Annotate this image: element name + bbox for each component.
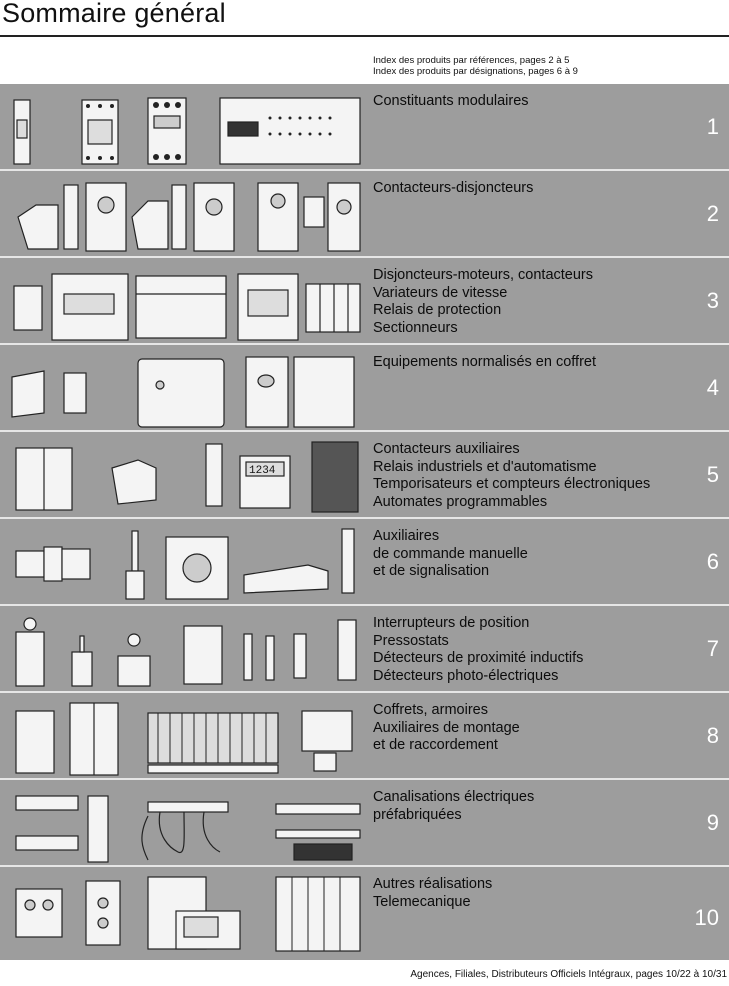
section-3-text xyxy=(373,267,593,337)
enclosure-equipment-illustration xyxy=(8,351,363,429)
contactor-breakers-illustration xyxy=(8,177,363,255)
position-switches-illustration xyxy=(8,612,363,690)
section-6-line-1: Auxiliaires xyxy=(373,528,440,544)
section-3-line-1: Disjoncteurs-moteurs, contacteurs xyxy=(373,267,593,283)
section-7-line-2: Pressostats xyxy=(373,632,449,649)
counter-display: 1234 xyxy=(249,465,276,477)
section-6-line-2: de commande manuelle xyxy=(373,545,528,562)
section-8-line-3: et de raccordement xyxy=(373,737,498,753)
section-2-line: Contacteurs-disjoncteurs xyxy=(373,180,534,196)
index-references xyxy=(373,55,578,77)
section-7-text xyxy=(373,615,583,685)
section-8-line-1: Coffrets, armoires xyxy=(373,702,488,718)
section-9-line-2: préfabriquées xyxy=(373,806,462,823)
section-2-text xyxy=(373,180,533,198)
section-6-text xyxy=(373,528,528,581)
section-row-4[interactable] xyxy=(0,345,729,432)
section-9-text xyxy=(373,789,534,824)
section-row-10[interactable] xyxy=(0,867,729,960)
section-5-line-3: Temporisateurs et compteurs électroniques xyxy=(373,476,651,492)
section-3-line-4: Sectionneurs xyxy=(373,319,458,336)
section-8-number: 8 xyxy=(706,723,719,748)
section-6-number: 6 xyxy=(706,549,719,574)
section-4-number: 4 xyxy=(706,375,719,400)
section-8-text xyxy=(373,702,520,755)
section-2-number: 2 xyxy=(706,201,719,226)
section-1-text xyxy=(373,93,529,111)
section-6-line-3: et de signalisation xyxy=(373,563,490,579)
section-4-text xyxy=(373,354,596,372)
section-row-2[interactable] xyxy=(0,171,729,258)
page-title: Sommaire général xyxy=(2,0,226,28)
section-row-1[interactable] xyxy=(0,84,729,171)
section-5-line-4: Automates programmables xyxy=(373,493,548,510)
section-7-line-3: Détecteurs de proximité inductifs xyxy=(373,650,584,666)
section-row-6[interactable] xyxy=(0,519,729,606)
section-5-line-2: Relais industriels et d'automatisme xyxy=(373,458,597,475)
section-8-line-2: Auxiliaires de montage xyxy=(373,719,520,736)
section-9-number: 9 xyxy=(706,810,719,835)
section-row-9[interactable] xyxy=(0,780,729,867)
index-line-designations[interactable]: Index des produits par désignations, pages 6 à 9 xyxy=(373,66,578,77)
section-3-line-3: Relais de protection xyxy=(373,302,502,318)
other-products-illustration xyxy=(8,873,363,955)
section-3-number: 3 xyxy=(706,288,719,313)
enclosures-cabinets-illustration xyxy=(8,699,363,777)
modular-components-illustration xyxy=(8,90,363,168)
section-5-line-1: Contacteurs auxiliaires xyxy=(373,441,520,457)
section-10-text xyxy=(373,876,492,911)
section-7-number: 7 xyxy=(706,636,719,661)
section-5-number: 5 xyxy=(706,462,719,487)
motor-breakers-illustration xyxy=(8,264,363,342)
section-row-7[interactable] xyxy=(0,606,729,693)
section-9-line-1: Canalisations électriques xyxy=(373,789,535,805)
section-5-text xyxy=(373,441,650,511)
section-row-3[interactable] xyxy=(0,258,729,345)
section-10-number: 10 xyxy=(694,905,719,930)
section-4-line: Equipements normalisés en coffret xyxy=(373,354,596,370)
contents-panel xyxy=(0,84,729,960)
section-10-line-1: Autres réalisations xyxy=(373,876,493,892)
section-1-number: 1 xyxy=(706,114,719,139)
section-1-line: Constituants modulaires xyxy=(373,93,529,109)
section-row-5[interactable] xyxy=(0,432,729,519)
section-3-line-2: Variateurs de vitesse xyxy=(373,284,508,301)
section-10-line-2: Telemecanique xyxy=(373,893,471,910)
index-line-references[interactable]: Index des produits par références, pages 2 à 5 xyxy=(373,55,570,66)
section-7-line-4: Détecteurs photo-électriques xyxy=(373,667,559,684)
manual-control-illustration xyxy=(8,525,363,603)
auxiliary-contactors-illustration xyxy=(8,438,363,516)
footer-note: Agences, Filiales, Distributeurs Officiels Intégraux, pages 10/22 à 10/31 xyxy=(410,969,727,980)
busbar-trunking-illustration xyxy=(8,786,363,864)
section-row-8[interactable] xyxy=(0,693,729,780)
section-7-line-1: Interrupteurs de position xyxy=(373,615,530,631)
title-rule xyxy=(0,35,729,37)
